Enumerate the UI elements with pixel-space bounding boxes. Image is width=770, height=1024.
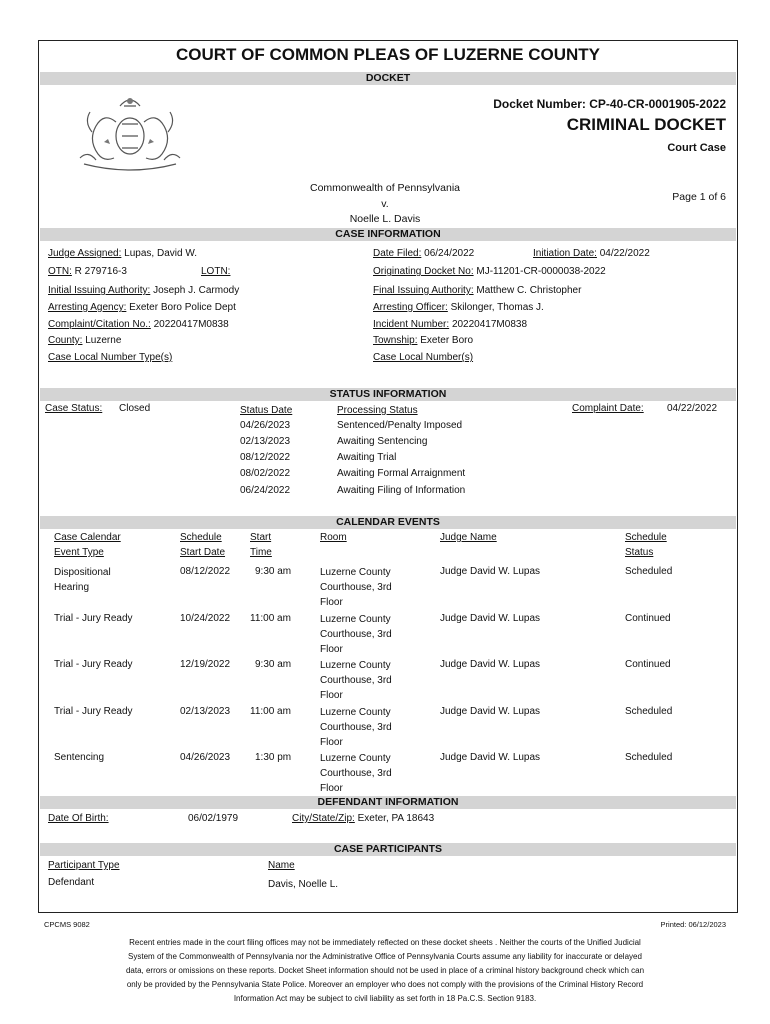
case-participants-band: CASE PARTICIPANTS xyxy=(40,843,736,856)
case-status-label: Case Status: xyxy=(45,403,103,414)
criminal-docket-heading: CRIMINAL DOCKET xyxy=(566,115,726,134)
processing-status: Awaiting Sentencing xyxy=(337,436,428,447)
dob-label: Date Of Birth: xyxy=(48,813,109,824)
disclaimer-line: Recent entries made in the court filing offices may not be immediately reflected on these docket sheets . Neither the courts of the Unified Judicial xyxy=(129,938,641,947)
event-room: Courthouse, 3rd xyxy=(320,582,392,593)
event-type: Trial - Jury Ready xyxy=(54,659,133,670)
page-number: Page 1 of 6 xyxy=(672,191,726,203)
event-date: 02/13/2023 xyxy=(180,706,231,717)
event-date: 10/24/2022 xyxy=(180,613,231,624)
event-date: 12/19/2022 xyxy=(180,659,231,670)
printed-date: Printed: 06/12/2023 xyxy=(660,920,726,929)
event-room: Luzerne County xyxy=(320,567,391,578)
event-room: Luzerne County xyxy=(320,614,391,625)
event-time: 9:30 am xyxy=(255,566,292,577)
case-information-band: CASE INFORMATION xyxy=(40,228,736,241)
township: Township: Exeter Boro xyxy=(373,335,474,346)
processing-status: Awaiting Formal Arraignment xyxy=(337,468,466,479)
form-number: CPCMS 9082 xyxy=(44,920,90,929)
event-room: Luzerne County xyxy=(320,660,391,671)
event-room: Courthouse, 3rd xyxy=(320,768,392,779)
event-date: 08/12/2022 xyxy=(180,566,231,577)
county: County: Luzerne xyxy=(48,335,122,346)
event-time: 11:00 am xyxy=(250,613,291,624)
participant-type: Defendant xyxy=(48,877,95,888)
header-room: Room xyxy=(320,532,347,543)
event-status: Scheduled xyxy=(625,752,673,763)
event-type: Trial - Jury Ready xyxy=(54,613,133,624)
processing-status: Awaiting Trial xyxy=(337,452,397,463)
otn: OTN: R 279716-3 xyxy=(48,266,127,277)
pennsylvania-seal-icon xyxy=(74,92,186,174)
header-start-time: Time xyxy=(250,547,272,558)
event-time: 11:00 am xyxy=(250,706,291,717)
processing-status: Awaiting Filing of Information xyxy=(337,485,466,496)
header-start-date: Schedule xyxy=(180,532,222,543)
processing-status: Sentenced/Penalty Imposed xyxy=(337,420,463,431)
header-event-type: Case Calendar xyxy=(54,532,121,543)
event-status: Continued xyxy=(625,613,671,624)
incident-number: Incident Number: 20220417M0838 xyxy=(373,319,528,330)
header-schedule-status: Status xyxy=(625,547,654,558)
disclaimer-line: data, errors or omissions on these reports. Docket Sheet information should not be used in place of a criminal history background check which can xyxy=(125,966,645,975)
caption-defendant: Noelle L. Davis xyxy=(349,213,421,225)
event-judge: Judge David W. Lupas xyxy=(440,706,541,717)
originating-docket: Originating Docket No: MJ-11201-CR-0000038-2022 xyxy=(373,266,606,277)
city-state-zip: City/State/Zip: Exeter, PA 18643 xyxy=(292,813,435,824)
event-time: 1:30 pm xyxy=(255,752,292,763)
complaint-date-value: 04/22/2022 xyxy=(667,403,718,414)
event-room: Courthouse, 3rd xyxy=(320,675,392,686)
status-information-band: STATUS INFORMATION xyxy=(40,388,736,401)
event-room: Luzerne County xyxy=(320,707,391,718)
defendant-information-band: DEFENDANT INFORMATION xyxy=(40,796,736,809)
date-filed: Date Filed: 06/24/2022 xyxy=(373,248,475,259)
status-date: 04/26/2023 xyxy=(240,420,291,431)
header-judge-name: Judge Name xyxy=(440,532,497,543)
event-date: 04/26/2023 xyxy=(180,752,231,763)
event-room: Luzerne County xyxy=(320,753,391,764)
disclaimer-line: Information Act may be subject to civil liability as set forth in 18 Pa.C.S. Section 9183. xyxy=(233,994,537,1003)
disclaimer-line: System of the Commonwealth of Pennsylvania nor the Administrative Office of Pennsylvania Courts assume any liability for inaccurate or delayed xyxy=(128,952,642,961)
participant-name: Davis, Noelle L. xyxy=(268,879,339,890)
complaint-date-label: Complaint Date: xyxy=(572,403,644,414)
status-date-header: Status Date xyxy=(240,405,293,416)
processing-status-header: Processing Status xyxy=(337,405,418,416)
event-status: Scheduled xyxy=(625,566,673,577)
dob-value: 06/02/1979 xyxy=(188,813,239,824)
initiation-date: Initiation Date: 04/22/2022 xyxy=(533,248,650,259)
participant-type-header: Participant Type xyxy=(48,860,120,871)
arresting-officer: Arresting Officer: Skilonger, Thomas J. xyxy=(373,302,544,313)
case-local-number-type: Case Local Number Type(s) xyxy=(48,352,173,363)
status-date: 08/12/2022 xyxy=(240,452,291,463)
complaint-citation: Complaint/Citation No.: 20220417M0838 xyxy=(48,319,229,330)
event-room: Floor xyxy=(320,597,343,608)
docket-band: DOCKET xyxy=(40,72,736,85)
event-room: Courthouse, 3rd xyxy=(320,629,392,640)
event-type: Hearing xyxy=(54,582,90,593)
status-date: 06/24/2022 xyxy=(240,485,291,496)
initial-issuing-authority: Initial Issuing Authority: Joseph J. Carmody xyxy=(48,285,240,296)
disclaimer-line: only be provided by the Pennsylvania State Police. Moreover an employer who does not comply with the provisions of the Criminal History Record xyxy=(126,980,644,989)
event-judge: Judge David W. Lupas xyxy=(440,659,541,670)
arresting-agency: Arresting Agency: Exeter Boro Police Dept xyxy=(48,302,236,313)
final-issuing-authority: Final Issuing Authority: Matthew C. Christopher xyxy=(373,285,582,296)
case-local-numbers: Case Local Number(s) xyxy=(373,352,474,363)
status-date: 08/02/2022 xyxy=(240,468,291,479)
event-type: Sentencing xyxy=(54,752,105,763)
calendar-events-band: CALENDAR EVENTS xyxy=(40,516,736,529)
judge-assigned-label: Judge Assigned: Lupas, David W. xyxy=(48,248,197,259)
judge-assigned-value: Lupas, David W. xyxy=(124,248,197,259)
event-time: 9:30 am xyxy=(255,659,292,670)
event-room: Floor xyxy=(320,690,343,701)
header-schedule-status: Schedule xyxy=(625,532,667,543)
docket-number: Docket Number: CP-40-CR-0001905-2022 xyxy=(493,97,726,111)
lotn-label: LOTN: xyxy=(201,266,231,277)
event-judge: Judge David W. Lupas xyxy=(440,752,541,763)
event-room: Courthouse, 3rd xyxy=(320,722,392,733)
event-room: Floor xyxy=(320,644,343,655)
event-type: Trial - Jury Ready xyxy=(54,706,133,717)
event-judge: Judge David W. Lupas xyxy=(440,613,541,624)
court-case-label: Court Case xyxy=(667,142,726,154)
caption-plaintiff: Commonwealth of Pennsylvania xyxy=(310,182,460,194)
event-status: Continued xyxy=(625,659,671,670)
event-status: Scheduled xyxy=(625,706,673,717)
header-start-date: Start Date xyxy=(180,547,226,558)
event-room: Floor xyxy=(320,783,343,794)
event-room: Floor xyxy=(320,737,343,748)
header-event-type: Event Type xyxy=(54,547,104,558)
event-type: Dispositional xyxy=(54,567,111,578)
court-title: COURT OF COMMON PLEAS OF LUZERNE COUNTY xyxy=(175,45,601,64)
event-judge: Judge David W. Lupas xyxy=(440,566,541,577)
case-status-value: Closed xyxy=(119,403,151,414)
participant-name-header: Name xyxy=(268,860,295,871)
status-date: 02/13/2023 xyxy=(240,436,291,447)
header-start-time: Start xyxy=(250,532,272,543)
caption-versus: v. xyxy=(381,198,389,210)
